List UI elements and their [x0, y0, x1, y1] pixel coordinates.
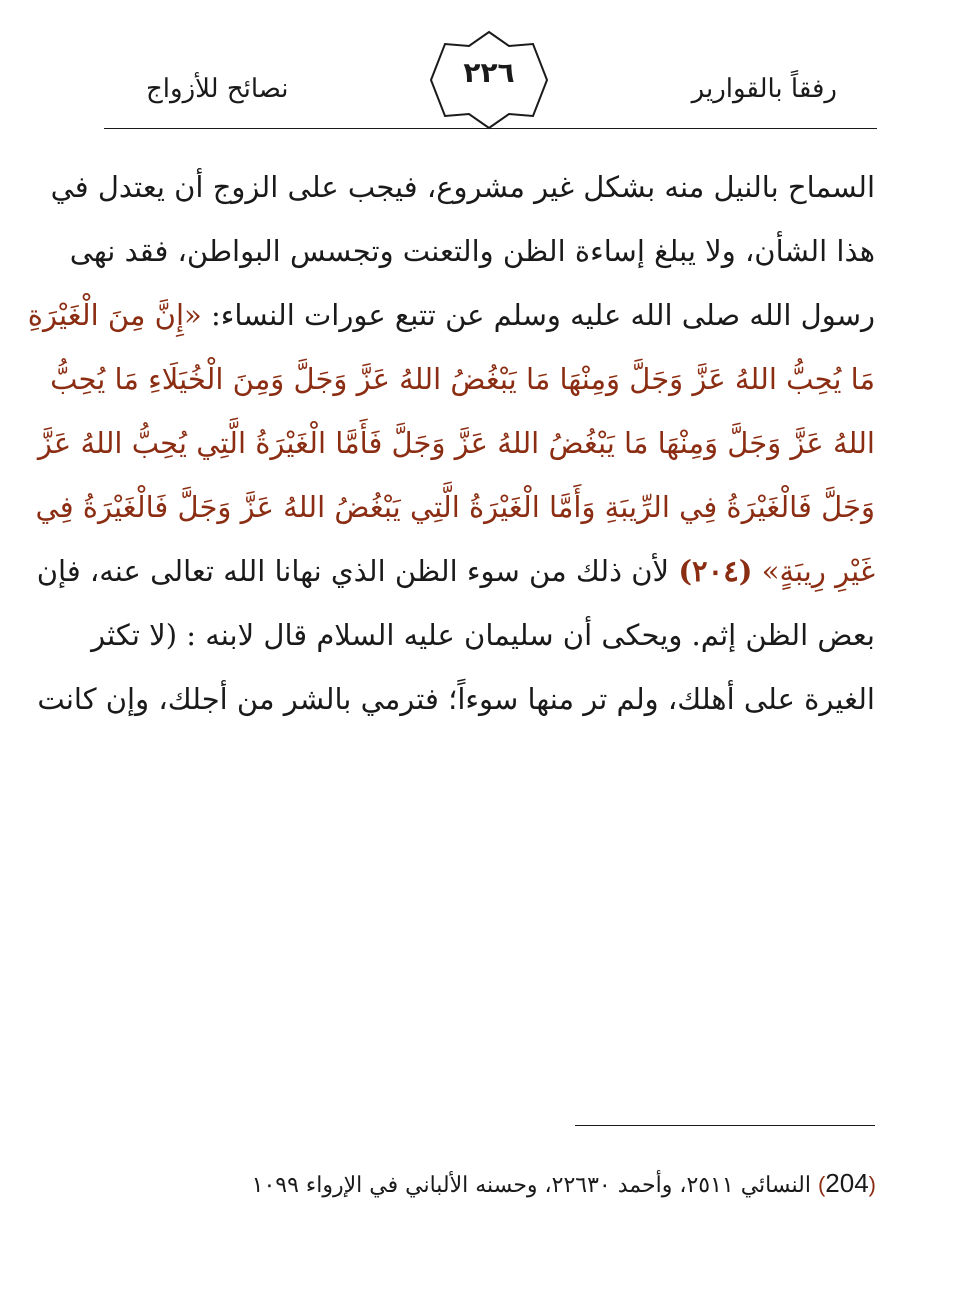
text-line	[69, 219, 875, 283]
text-line	[50, 155, 875, 219]
hadith-quote: «إِنَّ مِنَ الْغَيْرَةِ	[27, 298, 202, 332]
header-divider	[104, 128, 877, 129]
footnote-reference[interactable]: (٢٠٤)	[678, 554, 753, 588]
hadith-quote: غَيْرِ رِيبَةٍ»	[752, 554, 875, 588]
text-line	[37, 667, 875, 731]
body-text: رسول الله صلى الله عليه وسلم عن تتبع عورات النساء:	[201, 298, 875, 332]
footnote-marker-close: )	[817, 1172, 826, 1197]
text-line	[50, 347, 875, 411]
hadith-quote: وَجَلَّ فَالْغَيْرَةُ فِي الرِّيبَةِ وَأَمَّا الْغَيْرَةُ الَّتِي يَبْغُضُ اللهُ عَزَّ وَجَلَّ فَالْغَيْرَةُ فِي	[35, 490, 875, 524]
running-title-book: رفقاً بالقوارير	[691, 74, 837, 104]
footnote-marker-open: (	[868, 1172, 876, 1197]
body-text: بعض الظن إثم. ويحكى أن سليمان عليه السلام قال لابنه : (لا تكثر	[91, 618, 875, 652]
page-number-badge	[429, 30, 549, 130]
page-header	[104, 30, 877, 132]
body-text: الغيرة على أهلك، ولم تر منها سوءاً؛ فترمي بالشر من أجلك، وإن كانت	[37, 682, 875, 716]
text-line	[91, 603, 875, 667]
text-line	[37, 411, 875, 475]
text-line	[27, 283, 875, 347]
footnote-number: 204	[825, 1168, 869, 1198]
hadith-quote: مَا يُحِبُّ اللهُ عَزَّ وَجَلَّ وَمِنْهَا مَا يَبْغُضُ اللهُ عَزَّ وَجَلَّ وَمِنَ الْخُيَلَاءِ مَا يُحِبُّ	[50, 362, 875, 396]
running-title-chapter: نصائح للأزواج	[146, 74, 289, 104]
main-text	[27, 155, 875, 731]
body-text: لأن ذلك من سوء الظن الذي نهانا الله تعالى عنه، فإن	[36, 554, 679, 588]
hadith-quote: اللهُ عَزَّ وَجَلَّ وَمِنْهَا مَا يَبْغُضُ اللهُ عَزَّ وَجَلَّ فَأَمَّا الْغَيْرَةُ الَّتِي يُحِبُّ اللهُ عَزَّ	[37, 426, 875, 460]
footnote-text: النسائي ٢٥١١، وأحمد ٢٢٦٣٠، وحسنه الألباني في الإرواء ١٠٩٩	[251, 1173, 811, 1198]
body-text: السماح بالنيل منه بشكل غير مشروع، فيجب على الزوج أن يعتدل في	[50, 170, 875, 204]
text-line	[35, 475, 875, 539]
body-text: هذا الشأن، ولا يبلغ إساءة الظن والتعنت وتجسس البواطن، فقد نهى	[69, 234, 875, 268]
footnote	[105, 1165, 876, 1204]
footnote-divider	[575, 1125, 875, 1126]
text-line	[36, 539, 875, 603]
page-number: ٢٢٦	[463, 56, 515, 89]
